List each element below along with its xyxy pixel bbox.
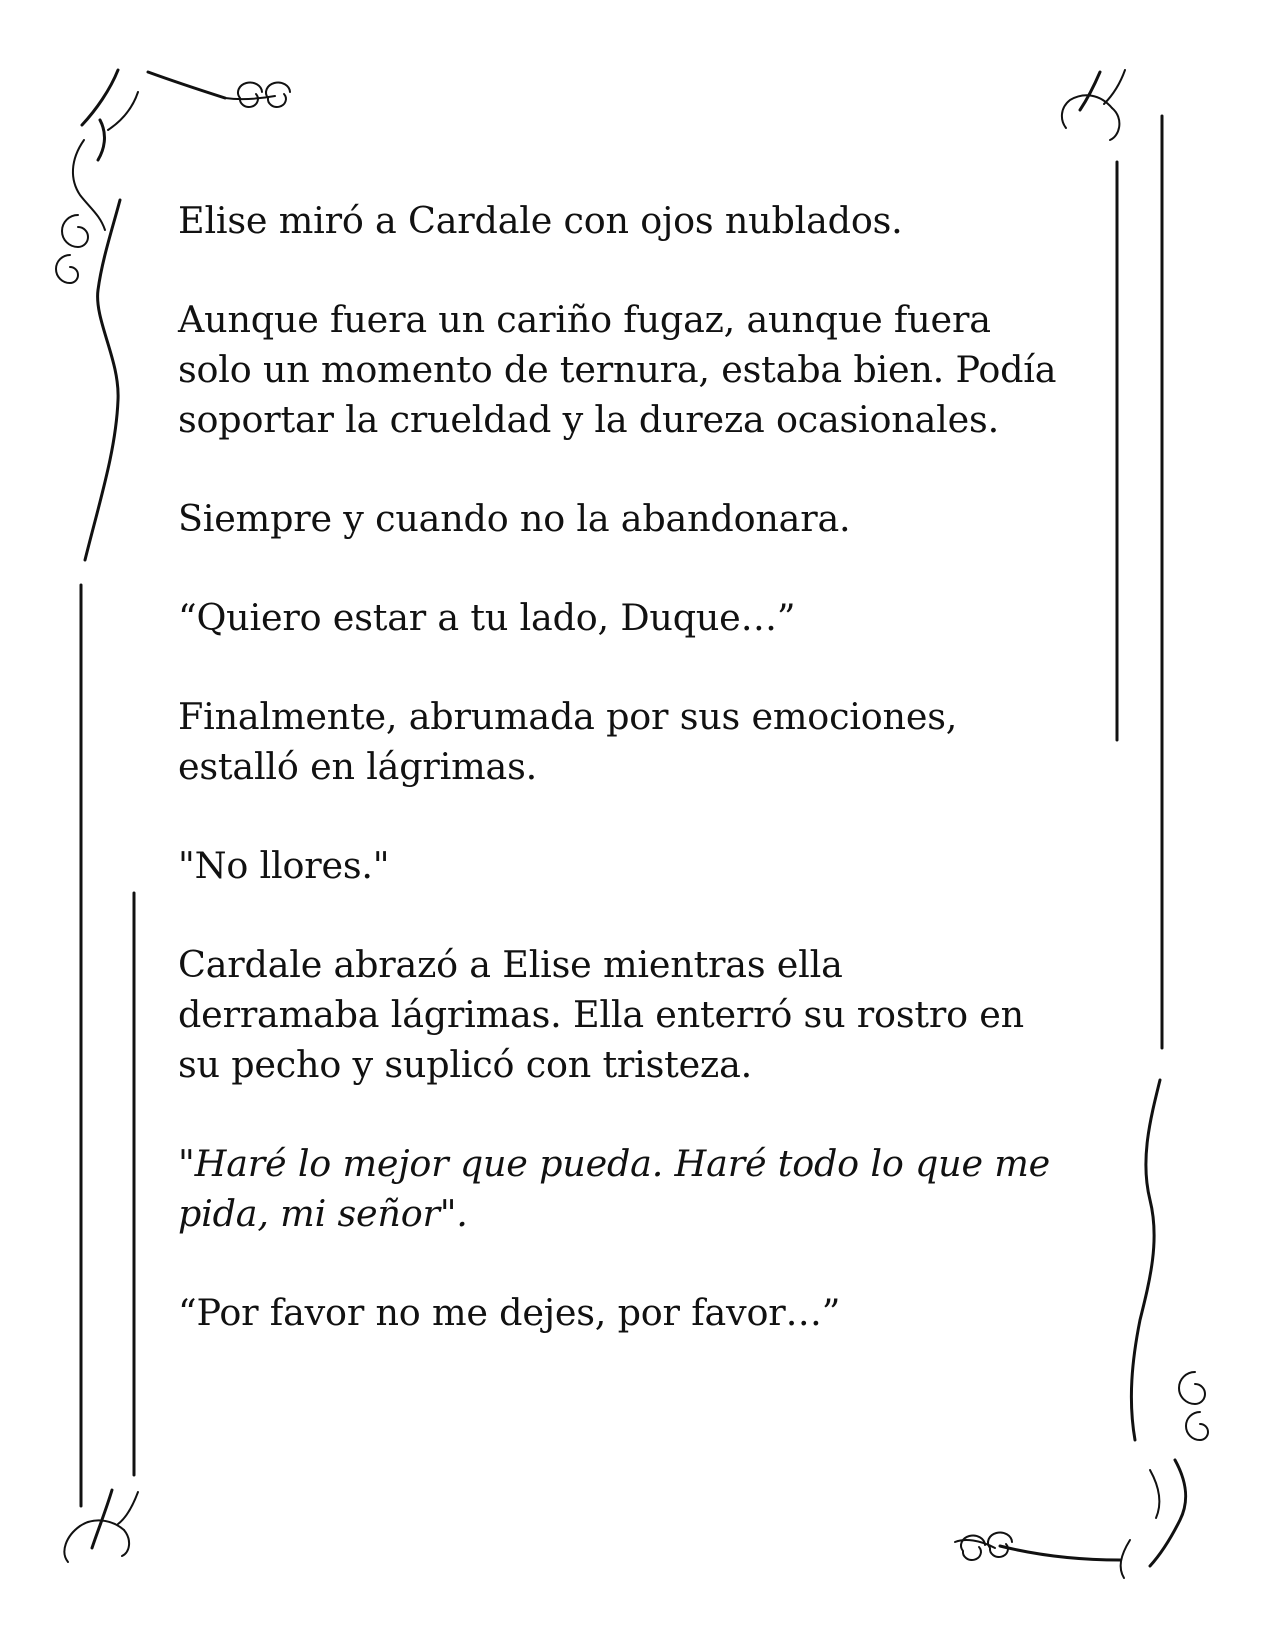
paragraph: Elise miró a Cardale con ojos nublados. — [178, 199, 903, 242]
flourish-bottom-left-icon — [64, 1490, 138, 1562]
dialogue-line: “Por favor no me dejes, por favor…” — [178, 1291, 841, 1334]
paragraph: Aunque fuera un cariño fugaz, aunque fuera solo un momento de ternura, estaba bien. Podía soportar la crueldad y la dureza ocasionales. — [178, 298, 1057, 441]
dialogue-line: “Quiero estar a tu lado, Duque…” — [178, 596, 796, 639]
paragraph: Cardale abrazó a Elise mientras ella derramaba lágrimas. Ella enterró su rostro en su pecho y suplicó con tristeza. — [178, 943, 1024, 1086]
paragraph: Siempre y cuando no la abandonara. — [178, 497, 851, 540]
story-text — [178, 196, 1108, 1387]
dialogue-line: "No llores." — [178, 844, 390, 887]
italic-dialogue-line: "Haré lo mejor que pueda. Haré todo lo que me pida, mi señor". — [178, 1142, 1051, 1235]
paragraph: Finalmente, abrumada por sus emociones, estalló en lágrimas. — [178, 695, 958, 788]
